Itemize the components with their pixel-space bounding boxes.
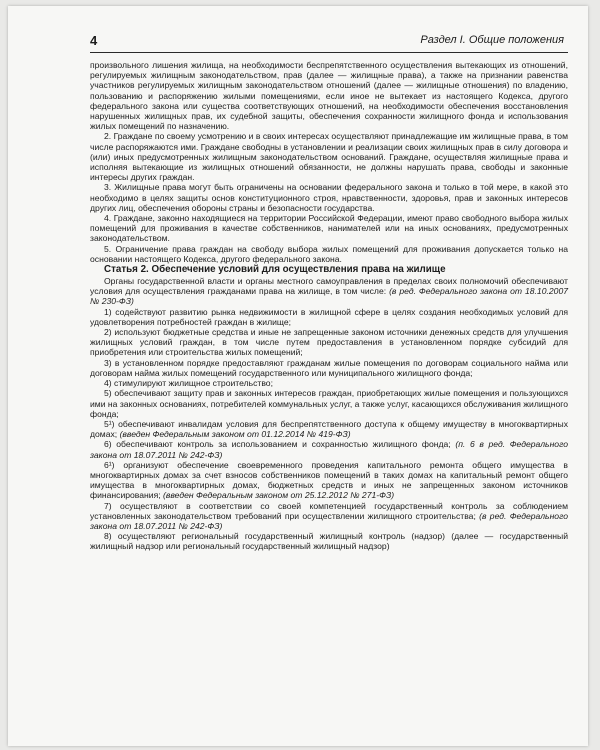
article2-item-6 <box>90 439 568 459</box>
article2-title: Статья 2. Обеспечение условий для осуществления права на жилище <box>104 264 446 276</box>
article2-intro-edit-note: (в ред. Федерального закона от 18.10.2007 № 230-ФЗ) <box>90 286 568 307</box>
document-page <box>8 6 588 746</box>
item-edit-note: (введен Федеральным законом от 01.12.2014 № 419-ФЗ) <box>119 429 351 440</box>
article1-paragraph-5: 5. Ограничение права граждан на свободу выбора жилых помещений для проживания допускается только на основании настоящего Кодекса, другого федерального закона. <box>90 243 568 264</box>
item-text: 3) в установленном порядке предоставляют гражданам жилые помещения по договорам социального найма или договорам найма жилых помещений государственного или муниципального жилищного фонда; <box>90 357 568 378</box>
item-text: 5¹) обеспечивают инвалидам условия для беспрепятственного доступа к общему имуществу в многоквартирных домах; <box>90 418 568 440</box>
item-text: 7) осуществляют в соответствии со своей компетенцией государственный контроль за соблюдением установленных законодательством требований при осуществлении жилищного строительства; <box>90 500 568 521</box>
item-text: 6¹) организуют обеспечение своевременного проведения капитального ремонта общего имущества в многоквартирных домах за счет взносов собственников помещений в таких домах на капитальный ремонт общего имущества в многоквартирных домах, бюджетных средств и иных не запрещенных законом источников финансирования; <box>90 459 568 501</box>
item-text: 4) стимулируют жилищное строительство; <box>104 378 273 389</box>
article1-paragraph-2: 2. Граждане по своему усмотрению и в своих интересах осуществляют принадлежащие им жилищные права, в том числе распоряжаются ими. Граждане свободны в установлении и реализации своих жилищных прав в силу договора и (или) иных предусмотренных жилищным законодательством оснований. Граждане, осуществляя жилищные права и исполняя вытекающие из жилищных отношений обязанности, не должны нарушать права, свободы и законные интересы других граждан. <box>90 131 568 183</box>
item-edit-note: (п. 6 в ред. Федерального закона от 18.07.2011 № 242-ФЗ) <box>90 439 569 460</box>
item-text: 2) используют бюджетные средства и иные не запрещенные законом источники денежных средств для улучшения жилищных условий граждан, в том числе путем предоставления в установленном порядке субсидий для приобретения или строительства жилых помещений; <box>90 327 568 358</box>
body-text <box>90 60 568 552</box>
page-number: 4 <box>90 33 98 48</box>
item-edit-note: (введен Федеральным законом от 25.12.2012 № 271-ФЗ) <box>163 490 395 501</box>
item-text: 8) осуществляют региональный государственный жилищный контроль (надзор) (далее — государственный жилищный надзор или региональный государственный жилищный надзор) <box>90 531 568 552</box>
item-text: 6) обеспечивают контроль за использованием и сохранностью жилищного фонда; <box>104 439 451 450</box>
article2-intro-text: Органы государственной власти и органы местного самоуправления в пределах своих полномочий обеспечивают условия для осуществления гражданами права на жилище, в том числе: <box>90 276 568 297</box>
article2-item-7 <box>90 501 568 532</box>
article2-item-5-1 <box>90 419 568 439</box>
article1-paragraph-4: 4. Граждане, законно находящиеся на территории Российской Федерации, имеют право свободного выбора жилых помещений для проживания в качестве собственников, нанимателей или на иных основаниях, предусмотренных законодательством. <box>90 213 568 244</box>
article2-item-8 <box>90 531 568 551</box>
running-header <box>90 32 568 53</box>
item-text: 1) содействуют развитию рынка недвижимости в жилищной сфере в целях создания необходимых условий для удовлетворения потребностей граждан в жилище; <box>90 306 568 327</box>
item-edit-note: (в ред. Федерального закона от 18.07.2011 № 242-ФЗ) <box>90 510 569 531</box>
article2-item-1 <box>90 307 568 327</box>
item-text: 5) обеспечивают защиту прав и законных интересов граждан, приобретающих жилые помещения и пользующихся ими на законных основаниях, потребителей коммунальных услуг, а также услуг, касающихся обслуживания жилищного фонда; <box>90 388 568 419</box>
article2-item-6-1 <box>90 460 568 501</box>
article2-item-5 <box>90 388 568 419</box>
article1-intro-paragraph: произвольного лишения жилища, на необходимости беспрепятственного осуществления вытекающих из отношений, регулируемых жилищным законодательством, прав (далее — жилищные права), а также на признании равенства участников регулируемых жилищным законодательством отношений (далее — жилищные отношения) по владению, пользованию и распоряжению жилыми помещениями, если иное не вытекает из настоящего Кодекса, другого федерального закона или существа соответствующих отношений, на необходимости обеспечения восстановления нарушенных жилищных прав, их судебной защиты, обеспечения сохранности жилищного фонда и использования жилых помещений по назначению. <box>90 60 568 132</box>
article2-intro <box>90 276 568 307</box>
section-title: Раздел I. Общие положения <box>420 34 564 46</box>
article1-paragraph-3: 3. Жилищные права могут быть ограничены на основании федерального закона и только в той мере, в какой это необходимо в целях защиты основ конституционного строя, нравственности, здоровья, прав и законных интересов других лиц, обеспечения обороны страны и безопасности государства. <box>90 182 568 213</box>
article2-item-2 <box>90 327 568 358</box>
article2-item-3 <box>90 358 568 378</box>
article2-item-4 <box>90 378 568 388</box>
